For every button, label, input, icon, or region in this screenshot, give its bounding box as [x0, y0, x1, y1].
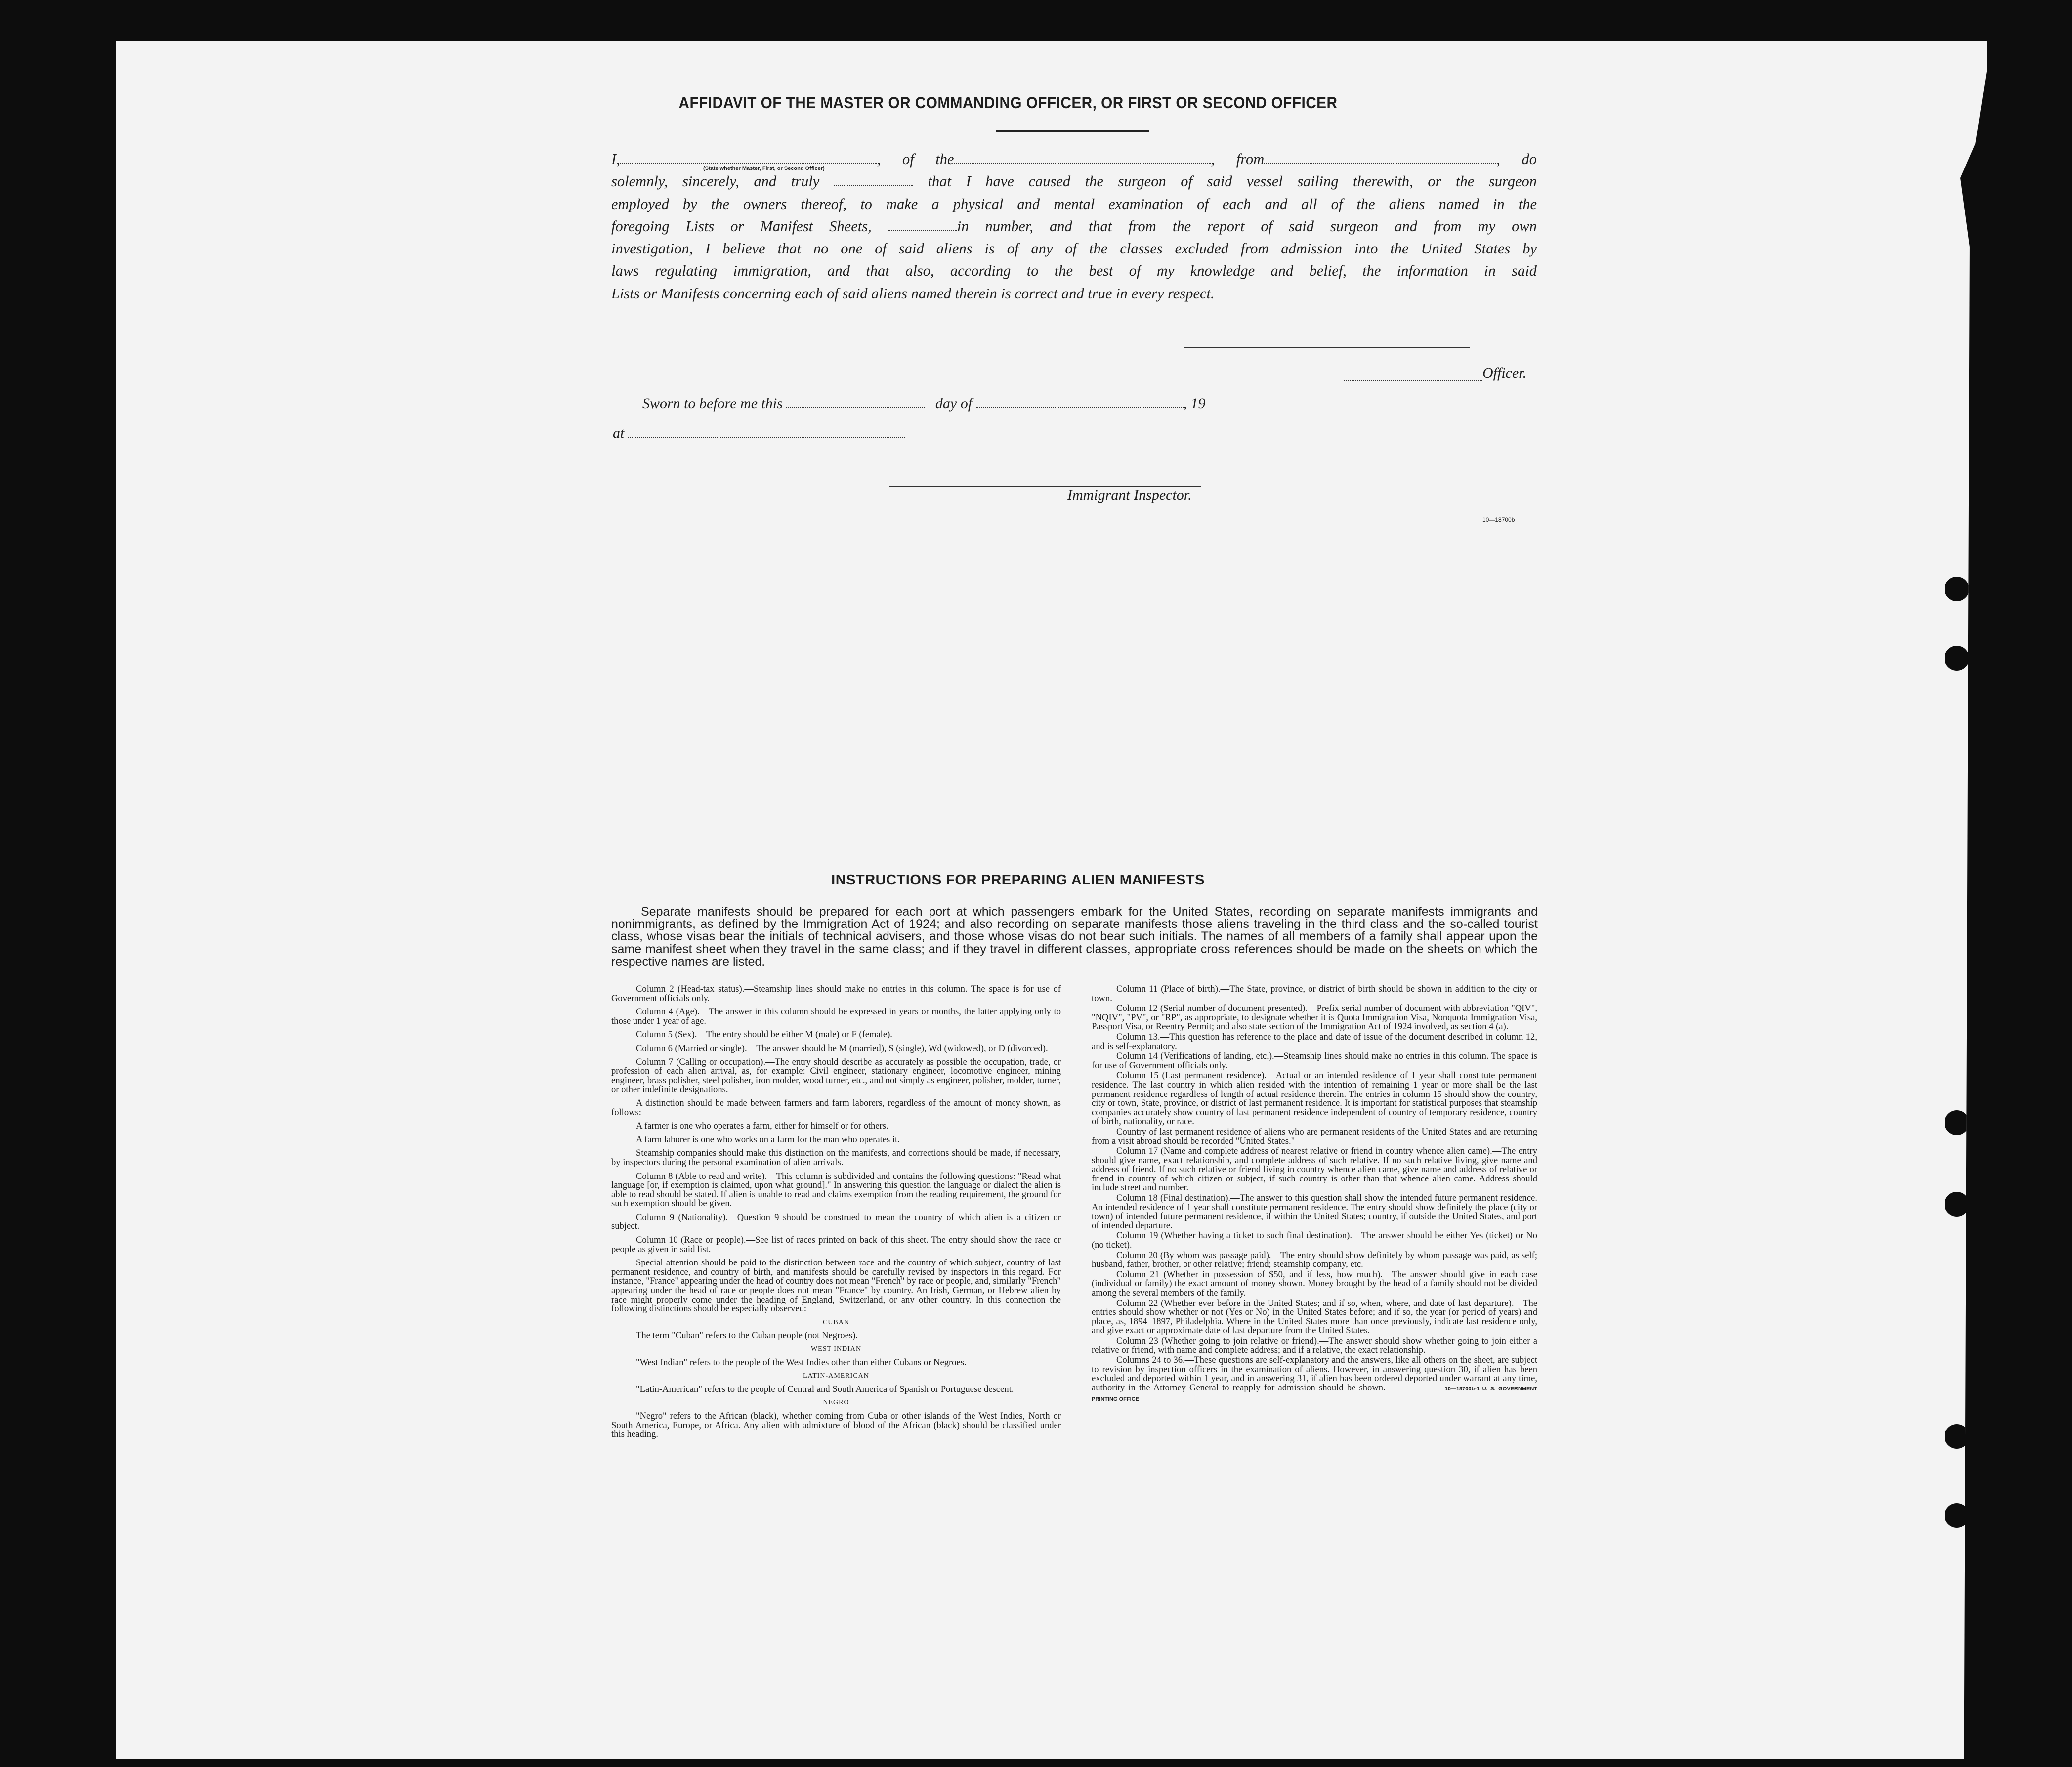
instruction-paragraph: A distinction should be made between farmers and farm laborers, regardless of the amount of money shown, as follows:	[611, 1097, 1061, 1118]
instruction-paragraph: Column 20 (By whom was passage paid).—The entry should show definitely by whom passage was paid, as self; husband, father, brother, or other relative; friend; steamship company, etc.	[1092, 1250, 1537, 1270]
instruction-paragraph: The term "Cuban" refers to the Cuban people (not Negroes).	[636, 1330, 858, 1341]
instruction-paragraph: Columns 24 to 36.—These questions are self-explanatory and the answers, like all others on the sheet, are subject to revision by inspection officers in the examination of aliens. However, in answering question 30, if alien has been excluded and deported within 1 year, and in answering 31, if alien has been ordered deported under warrant at any time, authority in the Attorney General to reapply for admission should be shown. 10—18700b-1 U. S. GOVERNMENT PRINTING OFFICE	[1092, 1355, 1537, 1402]
instruction-paragraph: Country of last permanent residence of aliens who are permanent residents of the United States and are returning from a visit abroad should be recorded "United States."	[1092, 1126, 1537, 1146]
instruction-paragraph: Special attention should be paid to the distinction between race and the country of which subject, country of last permanent residence, and country of birth, and manifests should be carefully revised by inspectors in this regard. For instance, "France" appearing under the head of country does not mean "French" by race or people, and, similarly "French" appearing under the head of race or people does not mean "France" by country. An Irish, German, or Hebrew alien by race might properly come under the heading of England, Switzerland, or any other country. In this connection the following distinctions should be especially observed:	[611, 1258, 1061, 1314]
affidavit-line: Lists or Manifests concerning each of said aliens named therein is correct and true in every respect.	[611, 285, 1215, 302]
port-blank[interactable]	[1264, 151, 1496, 164]
instruction-paragraph: Column 4 (Age).—The answer in this column should be expressed in years or months, the latter applying only to those under 1 year of age.	[611, 1007, 1061, 1026]
instruction-paragraph: Column 12 (Serial number of document presented).—Prefix serial number of document with abbreviation "QIV", "NQIV", "PV", or "RP", as appropriate, to designate whether it is Quota Immigration Visa, Nonquota Immigration Visa, Passport Visa, or Reentry Permit; and also state section of the Immigration Act of 1924 involved, as section 4 (a).	[1092, 1003, 1537, 1032]
punch-hole	[1945, 1424, 1969, 1449]
affidavit-line: laws regulating immigration, and that also, according to the best of my knowledge and belief, the information in said	[611, 262, 1537, 280]
sworn-day-blank[interactable]	[786, 395, 925, 408]
affidavit-line: foregoing Lists or Manifest Sheets, in number, and that from the report of said surgeon and from my own	[611, 217, 1537, 235]
instructions-title: INSTRUCTIONS FOR PREPARING ALIEN MANIFESTS	[831, 872, 1205, 888]
instruction-paragraph: "Latin-American" refers to the people of Central and South America of Spanish or Portuguese descent.	[636, 1384, 1014, 1394]
instruction-paragraph: Steamship companies should make this distinction on the manifests, and corrections should be made, if necessary, by inspectors during the personal examination of alien arrivals.	[611, 1148, 1061, 1168]
punch-hole	[1945, 1192, 1969, 1217]
instruction-paragraph: Column 5 (Sex).—The entry should be either M (male) or F (female).	[636, 1029, 892, 1040]
instruction-paragraph: Column 23 (Whether going to join relative or friend).—The answer should show whether going to join either a relative or friend, with name and complete address; and if a relative, the exact relationship.	[1092, 1335, 1537, 1355]
instruction-paragraph: Column 2 (Head-tax status).—Steamship lines should make no entries in this column. The space is for use of Government officials only.	[611, 984, 1061, 1004]
officer-label: Officer.	[1482, 365, 1527, 381]
instruction-paragraph: "West Indian" refers to the people of the West Indies other than either Cubans or Negroes.	[636, 1357, 967, 1368]
officer-rank-line[interactable]	[1344, 380, 1482, 381]
instructions-intro: Separate manifests should be prepared for each port at which passengers embark for the United States, recording on separate manifests immigrants and nonimmigrants, as defined by the Immigration Act of 1924; and also recording on separate manifests those aliens traveling in the third class and the so-called tourist class, whose visas bear the initials of technical advisers, and those whose visas do not bear such initials. The names of all members of a family shall appear upon the same manifest sheet when they travel in the same class; and if they travel in different classes, appropriate cross references should be made on the sheets on which the respective names are listed.	[611, 905, 1538, 968]
instruction-paragraph: Column 9 (Nationality).—Question 9 should be construed to mean the country of which alien is a citizen or subject.	[611, 1212, 1061, 1232]
negro-heading: NEGRO	[823, 1399, 849, 1407]
sworn-month-blank[interactable]	[976, 395, 1184, 408]
instruction-paragraph: Column 7 (Calling or occupation).—The entry should describe as accurately as possible the occupation, trade, or profession of each alien arrival, as, for example: Civil engineer, stationary engineer, locomotive engineer, mining engineer, brass polisher, steel polisher, iron molder, wood turner, etc., and not simply as engineer, polisher, molder, turner, or other indefinite designations.	[611, 1056, 1061, 1095]
title-divider	[996, 130, 1149, 132]
instruction-paragraph: Column 19 (Whether having a ticket to such final destination).—The answer should be either Yes (ticket) or No (no ticket).	[1092, 1230, 1537, 1251]
instructions-left-column	[611, 985, 1061, 1444]
punch-hole	[1945, 577, 1969, 601]
west-indian-heading: WEST INDIAN	[810, 1346, 862, 1353]
instruction-paragraph: Column 18 (Final destination).—The answer to this question shall show the intended future permanent residence. An intended residence of 1 year shall constitute permanent residence. The entry should show definitely the place (city or town) of intended future permanent residence, if within the United States; country, if outside the United States, and port of intended departure.	[1092, 1193, 1537, 1231]
instruction-paragraph: Column 21 (Whether in possession of $50, and if less, how much).—The answer should give in each case (individual or family) the exact amount of money shown. Money brought by the head of a family should not be divided among the several members of the family.	[1092, 1269, 1537, 1298]
form-number: 10—18700b	[1482, 516, 1515, 523]
instructions-right-column	[1092, 985, 1537, 1405]
instruction-paragraph: Column 8 (Able to read and write).—This column is subdivided and contains the following questions: "Read what language [or, if exemption is claimed, upon what ground]." In answering this question the language or dialect the alien is able to read should be stated. If alien is unable to read and claims exemption from the reading requirement, the ground for such exemption should be given.	[611, 1171, 1061, 1209]
instruction-paragraph: Column 13.—This question has reference to the place and date of issue of the document described in column 12, and is self-explanatory.	[1092, 1031, 1537, 1052]
officer-rank-blank[interactable]	[620, 151, 877, 164]
sworn-label: Sworn to before me this day of , 19	[642, 395, 1206, 412]
sworn-place-blank[interactable]	[628, 425, 905, 438]
at-label: at	[613, 425, 905, 442]
vessel-name-blank[interactable]	[954, 151, 1211, 164]
instruction-paragraph: A farmer is one who operates a farm, either for himself or for others.	[636, 1121, 888, 1132]
affidavit-line: employed by the owners thereof, to make a physical and mental examination of each and all of the aliens named in the	[611, 195, 1537, 212]
punch-hole	[1945, 1503, 1969, 1528]
signature-line[interactable]	[1184, 347, 1470, 348]
punch-hole	[1945, 1110, 1969, 1135]
sheet-count-blank[interactable]	[888, 218, 957, 231]
affidavit-line: I, , of the , from , do	[611, 151, 1537, 168]
oath-blank[interactable]	[834, 173, 913, 186]
instruction-paragraph: "Negro" refers to the African (black), whether coming from Cuba or other islands of the West Indies, North or South America, Europe, or Africa. Any alien with admixture of blood of the African (black) should be classified under this heading.	[611, 1410, 1061, 1440]
affidavit-body	[611, 148, 1537, 305]
instruction-paragraph: Column 6 (Married or single).—The answer should be M (married), S (single), Wd (widowed), or D (divorced).	[636, 1043, 1048, 1053]
instruction-paragraph: Column 17 (Name and complete address of nearest relative or friend in country whence alien came).—The entry should give name, exact relationship, and complete address of such relative. If no such relative living, give name and address of friend. If no such relative or friend living in country whence alien came, give name and address of relative or friend in country of which citizen or subject, if such country is other than that whence alien came. Address should include street and number.	[1092, 1146, 1537, 1193]
punch-hole	[1945, 646, 1969, 671]
affidavit-line: investigation, I believe that no one of said aliens is of any of the classes excluded from admission into the United States by	[611, 240, 1537, 257]
instruction-paragraph: Column 22 (Whether ever before in the United States; and if so, when, where, and date of last departure).—The entries should show whether or not (Yes or No) in the United States before; and if so, the year (or period of years) and place, as, 1894–1897, Philadelphia. Where in the United States more than once previously, indicate last residence only, and give exact or approximate date of last departure from the United States.	[1092, 1298, 1537, 1336]
affidavit-title: AFFIDAVIT OF THE MASTER OR COMMANDING OFFICER, OR FIRST OR SECOND OFFICER	[678, 94, 1338, 112]
affidavit-line: solemnly, sincerely, and truly that I have caused the surgeon of said vessel sailing therewith, or the surgeon	[611, 173, 1537, 190]
latin-american-heading: LATIN-AMERICAN	[803, 1372, 869, 1380]
instruction-paragraph: Column 15 (Last permanent residence).—Actual or an intended residence of 1 year shall constitute permanent residence. The last country in which alien resided with the intention of remaining 1 year or more shall be the last permanent residence regardless of length of actual residence therein. The entries in column 15 should show the country, city or town, State, province, or district of last permanent residence. It is important for statistical purposes that steamship companies accurately show country of last permanent residence independent of country of temporary residence, country of birth, nationality, or race.	[1092, 1070, 1537, 1127]
instruction-paragraph: A farm laborer is one who works on a farm for the man who operates it.	[636, 1134, 900, 1145]
instruction-paragraph: Column 10 (Race or people).—See list of races printed on back of this sheet. The entry should show the race or people as given in said list.	[611, 1235, 1061, 1255]
printing-office-footer: 10—18700b-1 U. S. GOVERNMENT PRINTING OFFICE	[1092, 1386, 1537, 1402]
officer-rank-note: (State whether Master, First, or Second Officer)	[703, 166, 825, 171]
instruction-paragraph: Column 11 (Place of birth).—The State, province, or district of birth should be shown in addition to the city or town.	[1092, 984, 1537, 1004]
cuban-heading: CUBAN	[822, 1318, 849, 1326]
instruction-paragraph: Column 14 (Verifications of landing, etc.).—Steamship lines should make no entries in this column. The space is for use of Government officials only.	[1092, 1051, 1537, 1071]
inspector-label: Immigrant Inspector.	[1067, 487, 1192, 503]
